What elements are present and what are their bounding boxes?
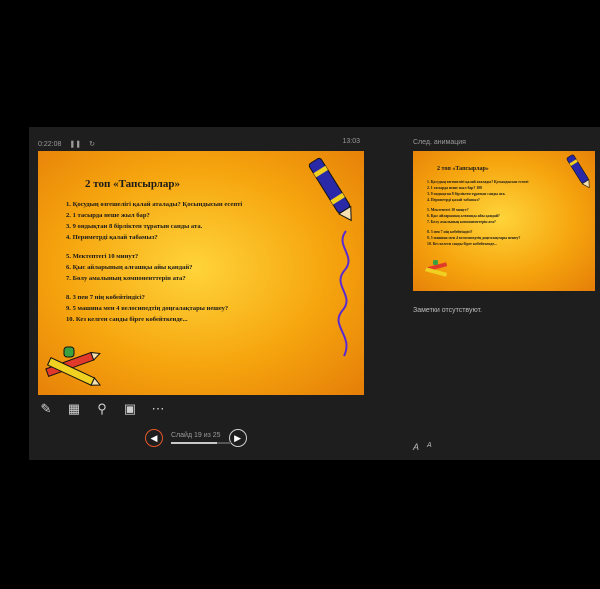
progress-fill (171, 442, 217, 444)
slide-item: 4. Периметрді қалай табамыз? (66, 234, 158, 241)
font-decrease-button[interactable]: A (427, 442, 432, 449)
next-slide-item: 8. 3 пен 7 нің көбейтіндісі? (427, 230, 473, 234)
elapsed-timer: 0:22:08 (38, 140, 62, 148)
pencils-clipart (423, 259, 453, 279)
speaker-notes: Заметки отсутствуют. (413, 307, 482, 314)
next-slide-preview[interactable] (413, 151, 595, 291)
next-slide-item: 5. Мектептегі 10 минут? (427, 208, 469, 212)
progress-bar (171, 442, 231, 444)
slide-item: 3. 9 ондықтан 8 бірліктен тұратын санды ата. (66, 223, 203, 230)
slide-counter-label: Слайд 19 из 25 (171, 432, 221, 439)
next-slide-item: 7. Бөлу амалының компоненттерін ата? (427, 220, 496, 224)
current-slide[interactable] (38, 151, 364, 395)
next-slide-item: 10. Кез келген санды бірге көбейткенде... (427, 242, 497, 246)
slide-item: 7. Бөлу амалының компоненттерін ата? (66, 275, 186, 282)
reset-icon[interactable]: ↻ (89, 141, 95, 148)
pen-icon[interactable]: ✎ (40, 401, 52, 416)
slide-item-gap (66, 284, 242, 292)
slide-item-gap (66, 243, 242, 251)
slide-navigation (145, 429, 247, 447)
slide-title: 2 топ «Тапсырлар» (85, 178, 180, 190)
next-slide-heading: 2 топ «Тапсырлар» (437, 166, 489, 172)
next-slide-item: 9. 5 машина мен 4 велосипедтің доңғалақтары нешеу? (427, 236, 521, 240)
crayon-clipart (565, 151, 595, 211)
timer-row (38, 138, 95, 150)
slide-item: 8. 3 пен 7 нің көбейтіндісі? (66, 294, 145, 301)
slide-item: 1. Қосудың өзгешелігі қалай аталады? Қосындысын есепті (66, 201, 243, 208)
presenter-view (29, 127, 600, 460)
next-slide-item-list (427, 179, 528, 247)
previous-slide-button[interactable]: ◀ (145, 429, 163, 447)
zoom-icon[interactable]: ⚲ (97, 401, 107, 416)
font-increase-button[interactable]: A (413, 442, 420, 452)
next-slide-title: След. анимация (413, 139, 466, 146)
slide-item: 2. 1 тасырда неше жыл бар? (66, 212, 150, 219)
pencils-clipart (40, 345, 110, 395)
slide-item: 10. Кез келген санды бірге көбейткенде... (66, 316, 188, 323)
font-size-controls (413, 442, 432, 452)
slide-item: 5. Мектептегі 10 минут? (66, 253, 139, 260)
slide-item: 6. Қыс айларының алғашқы айы қандай? (66, 264, 193, 271)
next-slide-item: 1. Қосудың өзгешелігі қалай аталады? Қосындысын есепті (427, 180, 529, 184)
more-icon[interactable]: ⋯ (151, 401, 165, 416)
pause-icon[interactable]: ❚❚ (69, 141, 82, 148)
all-slides-icon[interactable]: ▦ (67, 401, 81, 416)
next-slide-button[interactable]: ▶ (229, 429, 247, 447)
crayon-clipart (304, 151, 364, 371)
slide-counter (171, 432, 221, 444)
presenter-toolbar (38, 401, 166, 417)
next-slide-item: 3. 9 ондықтан 8 бірліктен тұратын санды ата. (427, 192, 506, 196)
clock: 13:03 (342, 138, 360, 145)
next-slide-item: 6. Қыс айларының алғашқы айы қандай? (427, 214, 500, 218)
slide-item: 9. 5 машина мен 4 велосипедтің доңғалақтары нешеу? (66, 305, 229, 312)
screen-icon[interactable]: ▣ (123, 401, 137, 416)
next-slide-item: 4. Периметрді қалай табамыз? (427, 198, 480, 202)
slide-item-list (66, 199, 242, 325)
next-slide-item: 2. 1 тасырда неше жыл бар? 100 (427, 186, 482, 190)
